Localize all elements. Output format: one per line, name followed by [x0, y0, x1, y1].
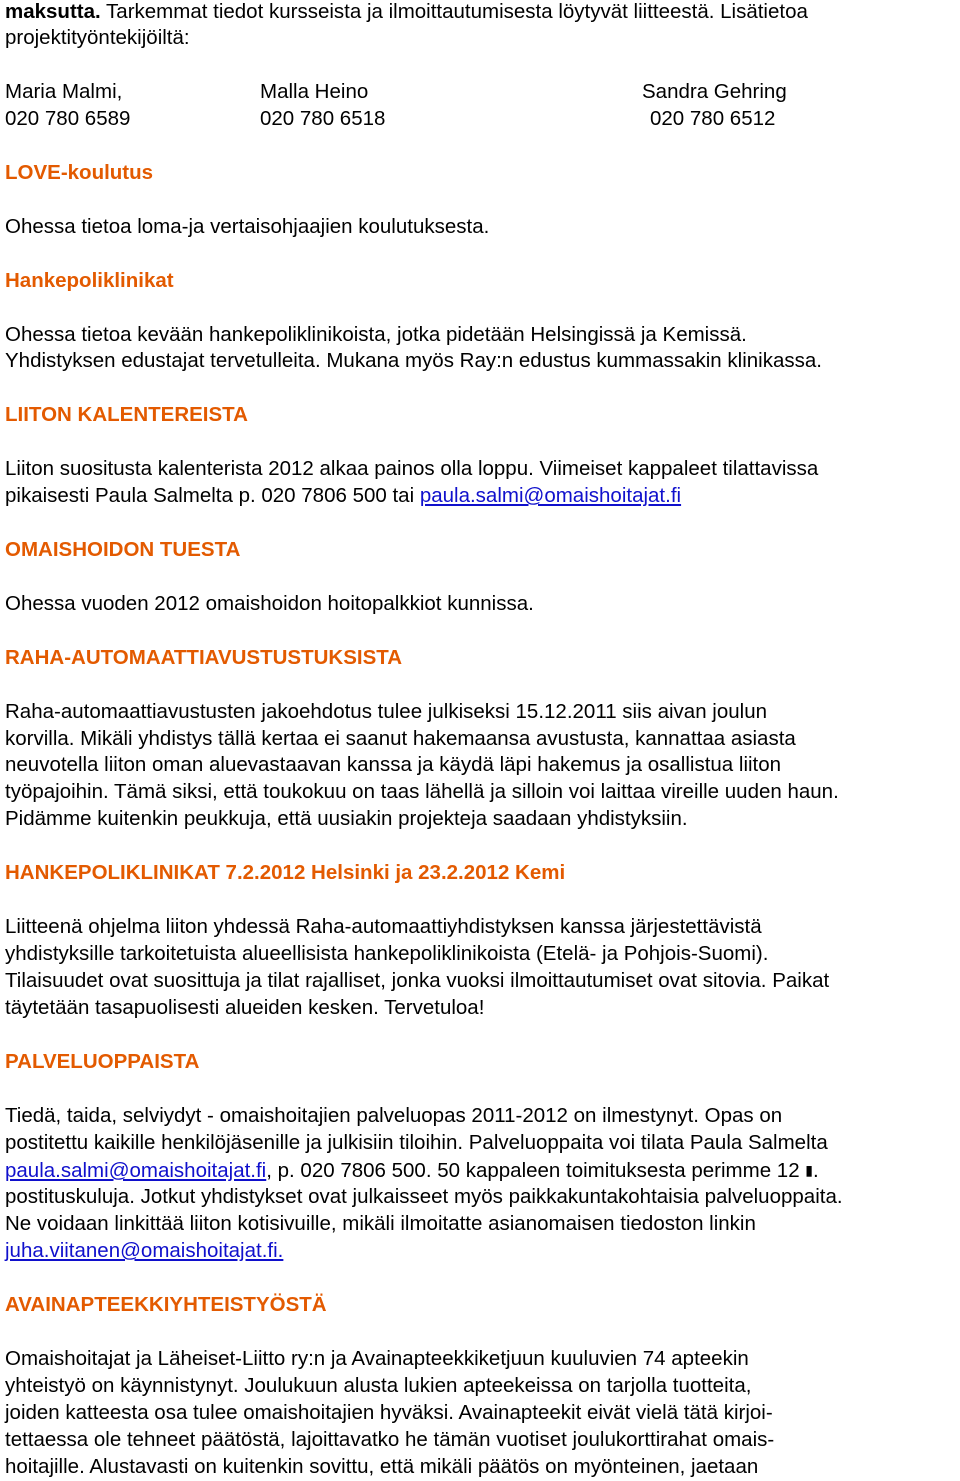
- hankepoli-heading: Hankepoliklinikat: [5, 269, 174, 292]
- hp2012-line: yhdistyksille tarkoitetuista alueellisista hankepoliklinikoista (Etelä- ja Pohjois-Suomi).: [5, 942, 769, 965]
- omaishoito-heading: OMAISHOIDON TUESTA: [5, 538, 241, 561]
- avain-line: Omaishoitajat ja Läheiset-Liitto ry:n ja Avainapteekkiketjuun kuuluvien 74 apteekin: [5, 1347, 749, 1370]
- omaishoito-text: Ohessa vuoden 2012 omaishoidon hoitopalkkiot kunnissa.: [5, 592, 534, 615]
- kalenteri-line: Liiton suositusta kalenterista 2012 alkaa painos olla loppu. Viimeiset kappaleet tilattavissa: [5, 457, 819, 480]
- palvelu-line: postituskuluja. Jotkut yhdistykset ovat julkaisseet myös paikkakuntakohtaisia palveluoppaita.: [5, 1185, 843, 1208]
- kalenteri-text: pikaisesti Paula Salmelta p. 020 7806 500 tai: [5, 484, 420, 507]
- palvelu-line: [5, 1158, 819, 1183]
- palvelu-line: postitettu kaikille henkilöjäsenille ja julkisiin tiloihin. Palveluoppaita voi tilata Paula Salmelta: [5, 1131, 828, 1154]
- contact-name: Malla Heino: [260, 80, 369, 103]
- contact-name: Maria Malmi,: [5, 80, 123, 103]
- euro-symbol: ▮: [805, 1162, 814, 1178]
- intro-line-2: projektityöntekijöiltä:: [5, 26, 190, 49]
- email-link-juha[interactable]: juha.viitanen@omaishoitajat.fi.: [5, 1239, 284, 1262]
- avain-line: joiden katteesta osa tulee omaishoitajien hyväksi. Avainapteekit eivät vielä tätä kirjoi-: [5, 1401, 773, 1424]
- palvelu-line: [5, 1239, 283, 1263]
- palvelu-line: Tiedä, taida, selviydyt - omaishoitajien palveluopas 2011-2012 on ilmestynyt. Opas on: [5, 1104, 783, 1127]
- avain-line: tettaessa ole tehneet päätöstä, lajoittavatko he tämän vuotiset joulukorttirahat omais-: [5, 1428, 775, 1451]
- love-heading: LOVE-koulutus: [5, 161, 154, 184]
- email-link-paula[interactable]: paula.salmi@omaishoitajat.fi: [5, 1159, 267, 1182]
- hp2012-line: täytetään tasapuolisesti alueiden kesken. Tervetuloa!: [5, 996, 485, 1019]
- raha-heading: RAHA-AUTOMAATTIAVUSTUSTUKSISTA: [5, 646, 403, 669]
- intro-line-1: [5, 0, 808, 24]
- avain-line: yhteistyö on käynnistynyt. Joulukuun alusta lukien apteekeissa on tarjolla tuotteita,: [5, 1374, 752, 1397]
- contact-name: Sandra Gehring: [642, 80, 787, 103]
- palvelu-text: , p. 020 7806 500. 50 kappaleen toimituksesta perimme 12: [266, 1159, 806, 1182]
- palvelu-line: Ne voidaan linkittää liiton kotisivuille, mikäli ilmoitatte asianomaisen tiedoston linkin: [5, 1212, 756, 1235]
- hankepoli-line: Yhdistyksen edustajat tervetulleita. Mukana myös Ray:n edustus kummassakin klinikassa.: [5, 349, 822, 372]
- love-text: Ohessa tietoa loma-ja vertaisohjaajien koulutuksesta.: [5, 215, 490, 238]
- palvelu-text-end: .: [813, 1159, 819, 1182]
- contact-phone: 020 780 6589: [5, 107, 131, 130]
- contact-phone: 020 780 6512: [650, 107, 776, 130]
- contact-phone: 020 780 6518: [260, 107, 386, 130]
- avain-heading: AVAINAPTEEKKIYHTEISTYÖSTÄ: [5, 1293, 327, 1316]
- raha-line: Pidämme kuitenkin peukkuja, että uusiakin projekteja saadaan yhdistyksiin.: [5, 807, 688, 830]
- raha-line: neuvotella liiton oman aluevastaavan kanssa ja käydä läpi hakemus ja osallistua liiton: [5, 753, 782, 776]
- kalenteri-heading: LIITON KALENTEREISTA: [5, 403, 248, 426]
- hankepoli-line: Ohessa tietoa kevään hankepoliklinikoista, jotka pidetään Helsingissä ja Kemissä.: [5, 323, 747, 346]
- intro-bold: maksutta.: [5, 0, 101, 23]
- raha-line: korvilla. Mikäli yhdistys tällä kertaa ei saanut hakemaansa avustusta, kannattaa asiasta: [5, 727, 796, 750]
- hp2012-line: Liitteenä ohjelma liiton yhdessä Raha-automaattiyhdistyksen kanssa järjestettävistä: [5, 915, 762, 938]
- raha-line: työpajoihin. Tämä siksi, että toukokuu on taas lähellä ja silloin voi laittaa vireille uuden haun.: [5, 780, 839, 803]
- palvelu-heading: PALVELUOPPAISTA: [5, 1050, 200, 1073]
- kalenteri-line: [5, 484, 681, 508]
- email-link-paula[interactable]: paula.salmi@omaishoitajat.fi: [419, 484, 682, 507]
- hp2012-line: Tilaisuudet ovat suosittuja ja tilat rajalliset, jonka vuoksi ilmoittautumiset ovat sitovia. Paikat: [5, 969, 830, 992]
- avain-line: hoitajille. Alustavasti on kuitenkin sovittu, että mikäli päätös on myönteinen, jaetaan: [5, 1455, 759, 1478]
- hp2012-heading: HANKEPOLIKLINIKAT 7.2.2012 Helsinki ja 23.2.2012 Kemi: [5, 861, 566, 884]
- intro-text: Tarkemmat tiedot kursseista ja ilmoittautumisesta löytyvät liitteestä. Lisätietoa: [100, 0, 808, 23]
- raha-line: Raha-automaattiavustusten jakoehdotus tulee julkiseksi 15.12.2011 siis aivan joulun: [5, 700, 768, 723]
